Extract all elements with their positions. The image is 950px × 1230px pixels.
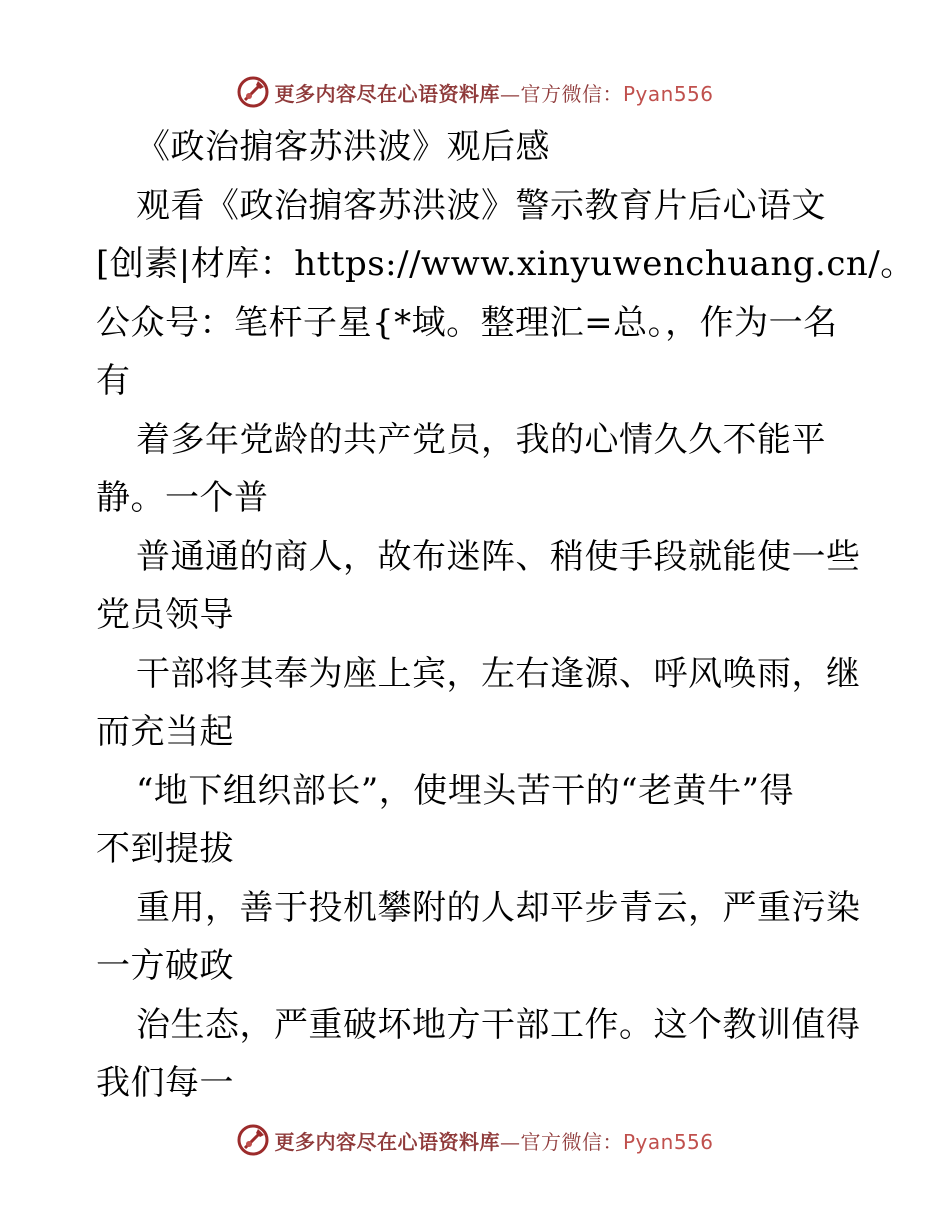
banner-wechat-label: 官方微信：: [520, 81, 623, 106]
text-line: 不到提拔: [96, 829, 234, 869]
banner-dash: —: [499, 81, 521, 106]
banner-wechat-id: Pyan556: [622, 81, 714, 106]
text-line: [创素|材库：https://www.xinyuwenchuang.cn/。: [96, 244, 915, 284]
document-body: [96, 118, 915, 1113]
banner-text: [274, 78, 713, 107]
banner-site-name: 更多内容尽在心语资料库: [274, 81, 500, 106]
text-line: 观看《政治掮客苏洪波》警示教育片后心语文: [136, 185, 826, 226]
banner-wechat-id: Pyan556: [622, 1129, 714, 1154]
text-line: 《政治掮客苏洪波》观后感: [136, 127, 550, 167]
text-line: 公众号：笔杆子星{*域。整理汇=总。，作为一名: [96, 302, 838, 343]
brand-logo-icon: [236, 75, 270, 109]
text-line: 干部将其奉为座上宾，左右逢源、呼风唤雨，继: [136, 653, 861, 694]
text-line: 治生态，严重破坏地方干部工作。这个教训值得: [136, 1004, 861, 1045]
banner-dash: —: [499, 1129, 521, 1154]
text-line: 重用，善于投机攀附的人却平步青云，严重污染: [136, 887, 861, 928]
brand-logo-icon: [236, 1123, 270, 1157]
header-banner: [0, 72, 950, 112]
footer-banner: [0, 1120, 950, 1160]
text-line: 党员领导: [96, 595, 234, 635]
text-line: 而充当起: [96, 712, 234, 752]
text-line: 着多年党龄的共产党员，我的心情久久不能平: [136, 419, 826, 460]
text-line: 我们每一: [96, 1063, 234, 1103]
text-line: “地下组织部长”，使埋头苦干的“老黄牛”得: [136, 770, 795, 811]
text-line: 静。一个普: [96, 478, 269, 518]
text-line: 有: [96, 361, 131, 401]
text-line: 普通通的商人，故布迷阵、稍使手段就能使一些: [136, 536, 861, 577]
banner-site-name: 更多内容尽在心语资料库: [274, 1129, 500, 1154]
banner-wechat-label: 官方微信：: [520, 1129, 623, 1154]
banner-text: [274, 1126, 713, 1155]
text-line: 一方破政: [96, 946, 234, 986]
